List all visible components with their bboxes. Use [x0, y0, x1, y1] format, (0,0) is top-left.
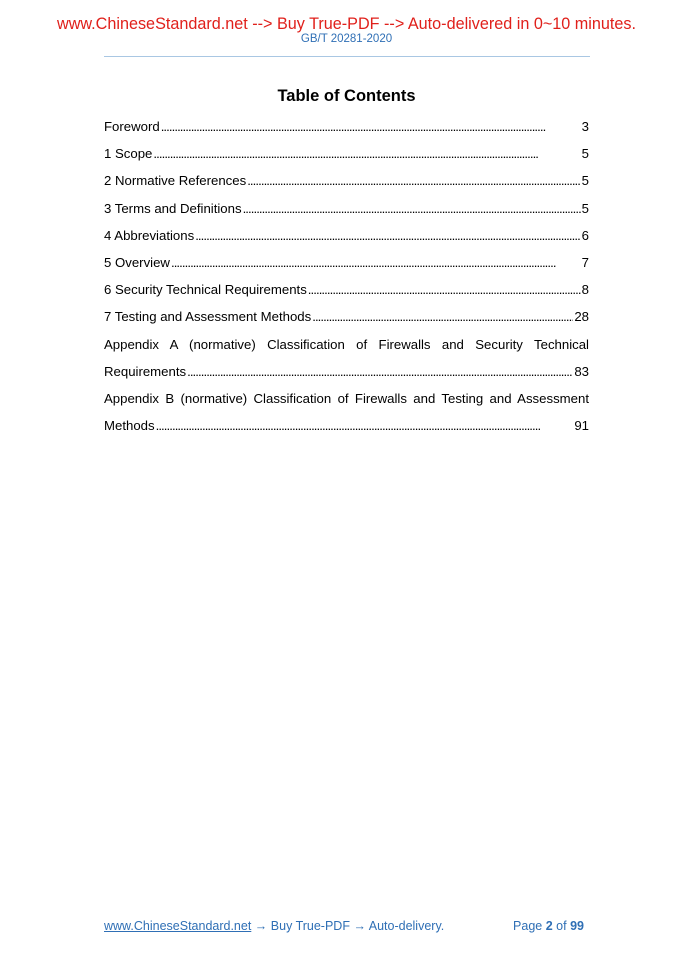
dot-leader: [247, 171, 580, 191]
toc-entry-page: 8: [581, 282, 589, 298]
toc-entry-page: 5: [581, 200, 589, 216]
toc-entry-page: 3: [581, 119, 589, 134]
footer-delivery-text: Auto-delivery.: [368, 919, 445, 933]
toc-entry-label: 4 Abbreviations: [104, 227, 195, 243]
toc-entry-label-line2: Requirements: [104, 363, 187, 379]
toc-entry-label: 2 Normative References: [104, 173, 247, 189]
dot-leader: [308, 280, 581, 300]
toc-entry-label: 1 Scope: [104, 146, 153, 162]
toc-entry-foreword[interactable]: [104, 117, 589, 144]
dot-leader: [171, 253, 581, 273]
toc-entry-label-line2: Methods: [104, 418, 155, 434]
table-of-contents: [104, 117, 589, 443]
toc-entry-page: 5: [581, 173, 589, 189]
page-footer: [104, 918, 584, 934]
page-current: 2: [545, 919, 553, 933]
document-id: GB/T 20281-2020: [300, 33, 393, 45]
arrow-right-icon: →: [353, 919, 366, 933]
toc-title: Table of Contents: [277, 87, 416, 105]
toc-entry-label-line1: Appendix A (normative) Classification of Firewalls and Security Technical: [104, 336, 589, 352]
toc-entry-testing-methods[interactable]: [104, 307, 589, 334]
toc-entry-label: Foreword: [104, 119, 160, 134]
arrow-right-icon: →: [254, 919, 268, 933]
toc-entry-page: 91: [574, 418, 589, 434]
toc-entry-label: 6 Security Technical Requirements: [104, 282, 307, 298]
dot-leader: [312, 307, 573, 327]
toc-entry-appendix-b[interactable]: [104, 389, 589, 443]
toc-entry-page: 28: [574, 309, 589, 325]
toc-entry-appendix-a[interactable]: [104, 335, 589, 389]
dot-leader: [161, 117, 581, 137]
toc-entry-label: 7 Testing and Assessment Methods: [104, 309, 312, 325]
toc-entry-page: 5: [581, 146, 589, 162]
toc-entry-page: 7: [581, 254, 589, 270]
toc-entry-page: 6: [581, 227, 589, 243]
of-word: of: [556, 919, 567, 933]
dot-leader: [153, 144, 580, 164]
toc-entry-security-requirements[interactable]: [104, 280, 589, 307]
dot-leader: [243, 199, 581, 219]
dot-leader: [156, 416, 574, 436]
toc-entry-normative-references[interactable]: [104, 171, 589, 198]
page-total: 99: [570, 919, 584, 933]
dot-leader: [187, 362, 573, 382]
toc-entry-label-line1: Appendix B (normative) Classification of Firewalls and Testing and Assessment: [104, 390, 589, 406]
dot-leader: [195, 226, 580, 246]
toc-entry-page: 83: [574, 363, 589, 379]
toc-entry-label: 5 Overview: [104, 254, 170, 270]
header-divider: [104, 56, 590, 57]
footer-buy-text: Buy True-PDF: [270, 919, 350, 933]
footer-site-link[interactable]: www.ChineseStandard.net: [104, 919, 252, 933]
header-banner[interactable]: www.ChineseStandard.net --> Buy True-PDF --> Auto-delivered in 0~10 minutes.: [57, 15, 636, 33]
page-word: Page: [513, 919, 543, 933]
toc-entry-overview[interactable]: [104, 253, 589, 280]
toc-entry-scope[interactable]: [104, 144, 589, 171]
toc-entry-abbreviations[interactable]: [104, 226, 589, 253]
toc-entry-label: 3 Terms and Definitions: [104, 200, 242, 216]
toc-entry-terms-definitions[interactable]: [104, 199, 589, 226]
page-indicator: [513, 918, 584, 934]
